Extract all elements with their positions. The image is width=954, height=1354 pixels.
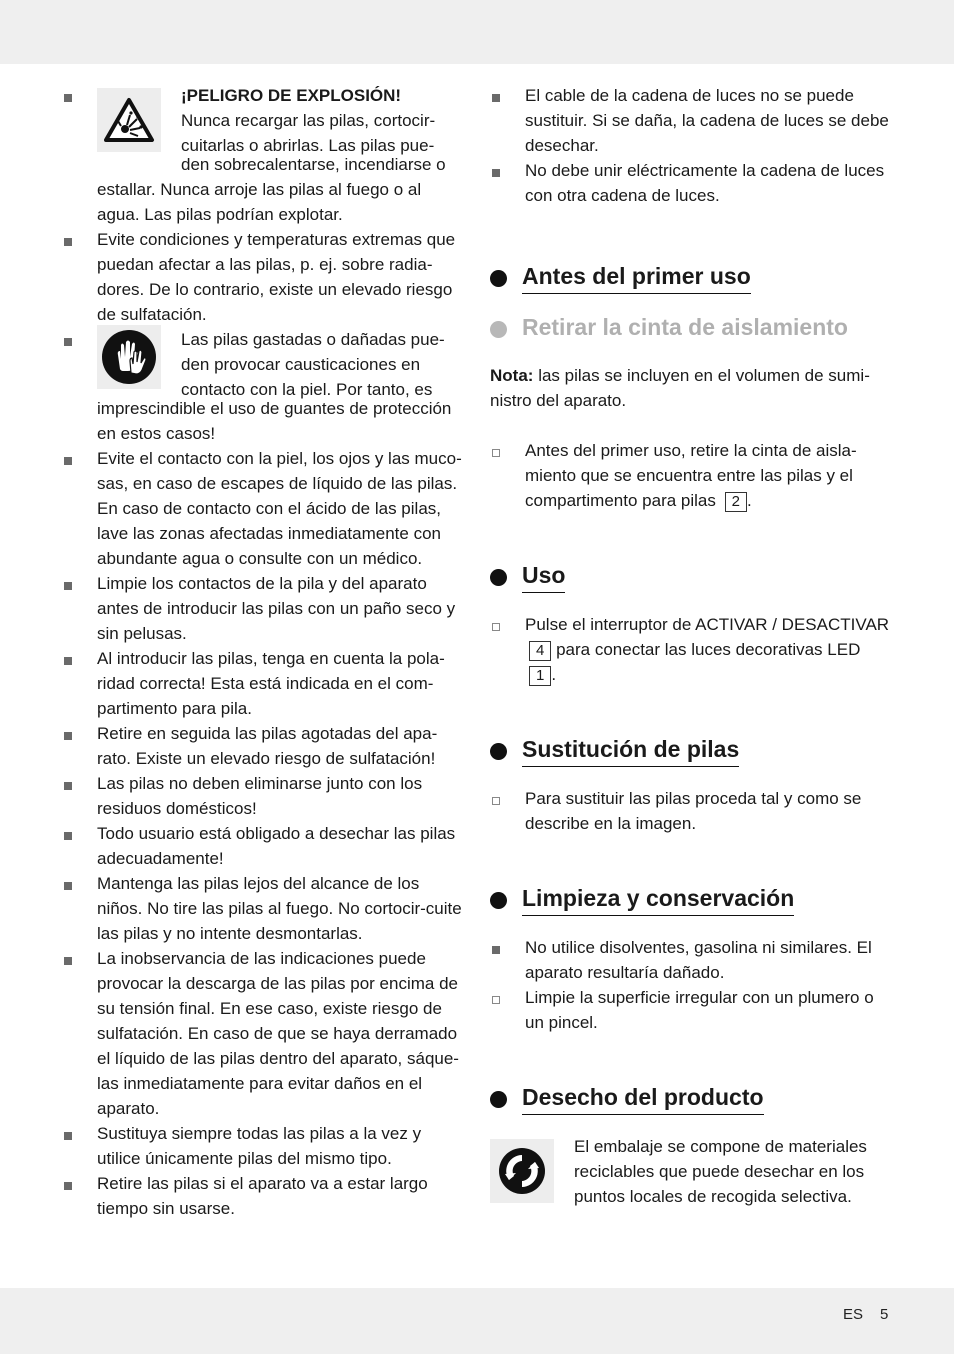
- step-text: Antes del primer uso, retire la cinta de aisla-miento que se encuentra entre las pilas y el compartimento para pilas: [525, 441, 857, 510]
- list-item-text: Limpie los contactos de la pila y del aparato antes de introducir las pilas con un paño seco y sin pelusas.: [97, 574, 456, 643]
- section-heading-disposal: [490, 1081, 890, 1115]
- heading-text: Uso: [522, 559, 565, 593]
- list-item-gloves: [62, 327, 466, 446]
- open-square-bullet: [492, 623, 500, 631]
- step-clean: [490, 985, 890, 1035]
- heading-text: Antes del primer uso: [522, 260, 751, 294]
- heading-dot: [490, 270, 507, 287]
- protective-gloves-icon: [97, 325, 161, 389]
- list-item-extreme-conditions: [62, 227, 466, 327]
- square-bullet: [492, 169, 500, 177]
- open-square-bullet: [492, 449, 500, 457]
- open-square-bullet: [492, 797, 500, 805]
- header-bar: [0, 0, 954, 64]
- list-item: [62, 946, 466, 1121]
- step-switch-on: Pulse el interruptor de ACTIVAR / DESACTIVAR 4 para conectar las luces decorativas LED 1 .: [490, 612, 890, 687]
- part-reference: 1: [529, 666, 551, 686]
- square-bullet: [64, 782, 72, 790]
- section-heading-first-use: [490, 260, 890, 294]
- square-bullet: [64, 832, 72, 840]
- list-item-text: Sustituya siempre todas las pilas a la vez y utilice únicamente pilas del mismo tipo.: [97, 1124, 422, 1168]
- step-remove-tape: Antes del primer uso, retire la cinta de aisla-miento que se encuentra entre las pilas y el compartimento para pilas 2 .: [490, 438, 890, 513]
- footer-bar: [0, 1288, 954, 1354]
- section-heading-cleaning: [490, 882, 890, 916]
- list-item-text: No debe unir eléctricamente la cadena de luces con otra cadena de luces.: [525, 161, 885, 205]
- square-bullet: [492, 94, 500, 102]
- left-column: [62, 83, 466, 1221]
- list-item-text: Al introducir las pilas, tenga en cuenta la pola-ridad correcta! Esta está indicada en el com-partimento para pila.: [97, 649, 445, 718]
- square-bullet: [64, 957, 72, 965]
- list-item-explosion: [62, 83, 466, 227]
- list-item: [490, 158, 890, 208]
- section-heading-replace-batteries: [490, 733, 890, 767]
- footer-language: ES: [843, 1306, 864, 1323]
- note-text: las pilas se incluyen en el volumen de sumi-nistro del aparato.: [490, 366, 870, 410]
- list-item-text: El cable de la cadena de luces no se puede sustituir. Si se daña, la cadena de luces se debe desechar.: [525, 86, 889, 155]
- step-text: Limpie la superficie irregular con un plumero o un pincel.: [525, 988, 874, 1032]
- step-replace: [490, 786, 890, 836]
- square-bullet: [64, 1182, 72, 1190]
- right-column: [490, 83, 890, 1209]
- part-reference: 2: [725, 492, 747, 512]
- list-item-text: Evite condiciones y temperaturas extremas que puedan afectar a las pilas, p. ej. sobre radia-dores. De lo contrario, existe un elevado riesgo de sulfatación.: [97, 230, 456, 324]
- list-item: [62, 1171, 466, 1221]
- list-item: [62, 571, 466, 646]
- heading-text: Limpieza y conservación: [522, 882, 794, 916]
- heading-dot: [490, 569, 507, 586]
- heading-dot: [490, 1091, 507, 1108]
- list-item-text: No utilice disolventes, gasolina ni similares. El aparato resultaría dañado.: [525, 938, 872, 982]
- list-item: [62, 646, 466, 721]
- gloves-text: Las pilas gastadas o dañadas pue-den provocar causticaciones en contacto con la piel. Por tanto, es: [181, 330, 445, 399]
- note-paragraph: [490, 363, 890, 413]
- square-bullet: [64, 238, 72, 246]
- disposal-paragraph: [490, 1134, 890, 1209]
- cleaning-warning: [490, 935, 890, 985]
- explosion-warning-text: Nunca recargar las pilas, cortocir-cuitarlas o abrirlas. Las pilas pue-: [181, 111, 436, 155]
- list-item: [62, 1121, 466, 1171]
- gloves-text-cont: imprescindible el uso de guantes de protección en estos casos!: [97, 399, 452, 443]
- list-item-text: La inobservancia de las indicaciones puede provocar la descarga de las pilas por encima de su tensión final. En ese caso, existe riesgo de sulfatación. En caso de que se haya derramado el líquido de las pilas dentro del aparato, sáque-las inmediatamente para evitar daños en el aparato.: [97, 949, 459, 1118]
- open-square-bullet: [492, 996, 500, 1004]
- heading-dot: [490, 743, 507, 760]
- list-item-text: Retire en seguida las pilas agotadas del apa-rato. Existe un elevado riesgo de sulfatación!: [97, 724, 438, 768]
- square-bullet: [64, 1132, 72, 1140]
- list-item-text: Retire las pilas si el aparato va a estar largo tiempo sin usarse.: [97, 1174, 428, 1218]
- square-bullet: [492, 946, 500, 954]
- list-item-text: Las pilas no deben eliminarse junto con los residuos domésticos!: [97, 774, 423, 818]
- section-heading-use: [490, 559, 890, 593]
- explosion-warning-icon: [97, 88, 161, 152]
- square-bullet: [64, 657, 72, 665]
- list-item: [62, 771, 466, 821]
- step-text: para conectar las luces decorativas LED: [556, 640, 861, 659]
- list-item: [62, 871, 466, 946]
- heading-text: Desecho del producto: [522, 1081, 764, 1115]
- heading-text: Retirar la cinta de aislamiento: [522, 314, 848, 340]
- explosion-warning-title: ¡PELIGRO DE EXPLOSIÓN!: [181, 86, 402, 105]
- step-text: Para sustituir las pilas proceda tal y como se describe en la imagen.: [525, 789, 862, 833]
- list-item: [62, 446, 466, 571]
- part-reference: 4: [529, 641, 551, 661]
- green-dot-recycling-icon: [490, 1139, 554, 1203]
- square-bullet: [64, 582, 72, 590]
- square-bullet: [64, 94, 72, 102]
- heading-dot: [490, 321, 507, 338]
- list-item-text: Evite el contacto con la piel, los ojos y las muco-sas, en caso de escapes de líquido de las pilas. En caso de contacto con el ácido de las pilas, lave las zonas afectadas inmediatamente con abundante agua o consulte con un médico.: [97, 449, 462, 568]
- list-item: [62, 821, 466, 871]
- page-number: 5: [880, 1306, 889, 1323]
- square-bullet: [64, 457, 72, 465]
- square-bullet: [64, 882, 72, 890]
- square-bullet: [64, 732, 72, 740]
- heading-dot: [490, 892, 507, 909]
- step-text: Pulse el interruptor de ACTIVAR / DESACTIVAR: [525, 615, 890, 634]
- list-item-text: Todo usuario está obligado a desechar las pilas adecuadamente!: [97, 824, 456, 868]
- square-bullet: [64, 338, 72, 346]
- explosion-warning-text-cont: den sobrecalentarse, incendiarse o estallar. Nunca arroje las pilas al fuego o al agua. Las pilas podrían explotar.: [97, 155, 446, 224]
- list-item-text: Mantenga las pilas lejos del alcance de los niños. No tire las pilas al fuego. No cortocir-cuite las pilas y no intente desmontarlas.: [97, 874, 462, 943]
- disposal-text: El embalaje se compone de materiales reciclables que puede desechar en los puntos locales de recogida selectiva.: [574, 1137, 867, 1206]
- list-item: [490, 83, 890, 158]
- list-item: [62, 721, 466, 771]
- note-label: Nota:: [490, 366, 534, 385]
- heading-text: Sustitución de pilas: [522, 733, 739, 767]
- section-heading-remove-tape: [490, 311, 890, 344]
